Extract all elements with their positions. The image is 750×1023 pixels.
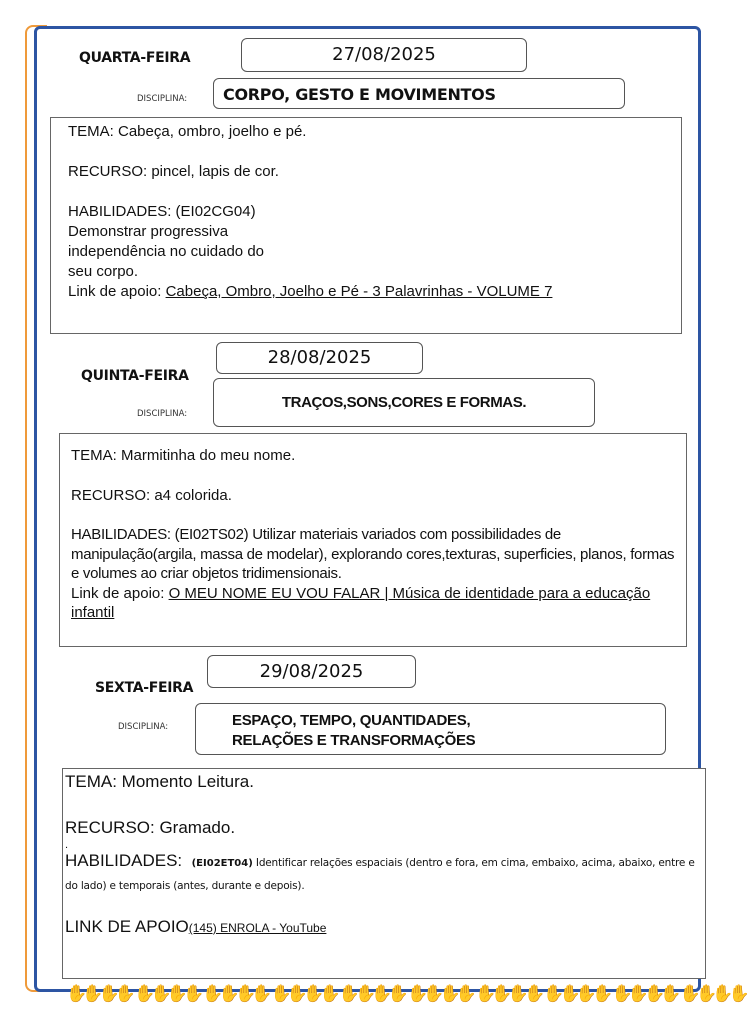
hand-icon: ✋ bbox=[387, 984, 409, 1003]
hand-icon: ✋ bbox=[338, 984, 360, 1003]
hand-icon: ✋ bbox=[251, 984, 273, 1003]
habilidades-text: Demonstrar progressiva bbox=[68, 223, 229, 240]
tema-text: TEMA: Cabeça, ombro, joelho e pé. bbox=[68, 123, 307, 140]
disciplina-line: ESPAÇO, TEMPO, QUANTIDADES, bbox=[232, 712, 471, 729]
date-field: 27/08/2025 bbox=[241, 38, 527, 72]
hand-icon: ✋ bbox=[114, 984, 137, 1003]
hand-icon: ✋ bbox=[319, 984, 341, 1003]
lesson-content-box bbox=[50, 117, 682, 334]
disciplina-label: DISCIPLINA: bbox=[137, 94, 188, 104]
support-link[interactable]: Cabeça, Ombro, Joelho e Pé - 3 Palavrinhas - VOLUME 7 bbox=[165, 283, 553, 300]
tema-text: TEMA: Marmitinha do meu nome. bbox=[71, 447, 296, 464]
hand-icon: ✋ bbox=[355, 984, 377, 1003]
recurso-text: RECURSO: Gramado. bbox=[65, 818, 236, 837]
hand-icon: ✋ bbox=[592, 984, 614, 1003]
hand-icon: ✋ bbox=[150, 984, 172, 1003]
hand-icon: ✋ bbox=[543, 984, 565, 1003]
support-link-line bbox=[71, 584, 675, 623]
hand-icon: ✋ bbox=[406, 984, 429, 1003]
hand-icon: ✋ bbox=[507, 984, 529, 1003]
disciplina-label: DISCIPLINA: bbox=[118, 722, 169, 732]
hand-icon: ✋ bbox=[644, 984, 666, 1003]
link-prefix: Link de apoio: bbox=[71, 584, 169, 602]
habilidades-text: HABILIDADES: (EI02TS02) Utilizar materiais variados com possibilidades de manipulação(argila, massa de modelar), explorando cores,texturas, superficies, planos, formas e volumes ao criar objetos tridimensionais. bbox=[71, 526, 675, 582]
hand-icon: ✋ bbox=[134, 984, 156, 1003]
support-link[interactable]: O MEU NOME EU VOU FALAR | Música de identidade para a educação infantil bbox=[71, 584, 651, 621]
link-prefix: LINK DE APOIO bbox=[65, 917, 189, 936]
support-link-line bbox=[68, 282, 664, 302]
hand-icon: ✋ bbox=[679, 984, 701, 1003]
support-link-line bbox=[65, 917, 703, 938]
hand-icon: ✋ bbox=[423, 984, 445, 1003]
hand-icon: ✋ bbox=[98, 984, 120, 1003]
weekday-label: QUINTA-FEIRA bbox=[81, 368, 189, 384]
hand-icon: ✋ bbox=[712, 984, 734, 1003]
disciplina-label: DISCIPLINA: bbox=[137, 409, 188, 419]
lesson-content-box bbox=[59, 433, 687, 647]
disciplina-field bbox=[195, 703, 666, 755]
lesson-content-box bbox=[62, 768, 706, 979]
hand-icon: ✋ bbox=[166, 984, 188, 1003]
hand-icon: ✋ bbox=[286, 984, 309, 1003]
hand-icon: ✋ bbox=[202, 984, 224, 1003]
hand-icon: ✋ bbox=[183, 984, 205, 1003]
recurso-text: RECURSO: a4 colorida. bbox=[71, 486, 232, 504]
hand-icon: ✋ bbox=[82, 984, 104, 1003]
hand-icon: ✋ bbox=[627, 984, 649, 1003]
hand-icon: ✋ bbox=[524, 984, 546, 1003]
weekday-label: SEXTA-FEIRA bbox=[95, 680, 194, 696]
hand-icon: ✋ bbox=[439, 984, 461, 1003]
habilidades-code: (EI02ET04) bbox=[191, 858, 253, 869]
disciplina-line: RELAÇÕES E TRANSFORMAÇÕES bbox=[232, 732, 476, 749]
habilidades-text: HABILIDADES: (EI02CG04) bbox=[68, 203, 256, 220]
recurso-text: RECURSO: pincel, lapis de cor. bbox=[68, 163, 279, 180]
habilidades-text: seu corpo. bbox=[68, 263, 139, 280]
hand-icon: ✋ bbox=[218, 984, 240, 1003]
tema-text: TEMA: Momento Leitura. bbox=[65, 772, 254, 791]
habilidades-text bbox=[65, 851, 703, 895]
hand-icon: ✋ bbox=[234, 984, 257, 1003]
hand-icon: ✋ bbox=[475, 984, 497, 1003]
hand-icon: ✋ bbox=[559, 984, 581, 1003]
date-field: 29/08/2025 bbox=[207, 655, 416, 688]
hand-icon: ✋ bbox=[728, 984, 750, 1003]
hand-icon: ✋ bbox=[491, 984, 513, 1003]
habilidades-text: independência no cuidado do bbox=[68, 243, 265, 260]
hand-icon: ✋ bbox=[66, 984, 88, 1003]
weekday-label: QUARTA-FEIRA bbox=[79, 50, 191, 66]
habilidades-description: Identificar relações espaciais (dentro e fora, em cima, embaixo, acima, abaixo, entre e do lado) e temporais (antes, durante e depois). bbox=[65, 857, 695, 892]
hand-icon: ✋ bbox=[575, 984, 598, 1003]
support-link[interactable]: (145) ENROLA - YouTube bbox=[188, 921, 327, 935]
disciplina-field: CORPO, GESTO E MOVIMENTOS bbox=[213, 78, 625, 109]
hand-icon: ✋ bbox=[371, 984, 393, 1003]
date-field: 28/08/2025 bbox=[216, 342, 423, 374]
hand-icon: ✋ bbox=[303, 984, 325, 1003]
dot-text: . bbox=[65, 839, 69, 851]
hands-decoration bbox=[66, 984, 748, 1004]
disciplina-field: TRAÇOS,SONS,CORES E FORMAS. bbox=[213, 378, 595, 427]
link-prefix: Link de apoio: bbox=[68, 283, 166, 300]
hand-icon: ✋ bbox=[611, 984, 633, 1003]
hand-icon: ✋ bbox=[695, 984, 718, 1003]
hand-icon: ✋ bbox=[455, 984, 477, 1003]
hand-icon: ✋ bbox=[660, 984, 682, 1003]
habilidades-label: HABILIDADES: bbox=[65, 851, 183, 870]
hand-icon: ✋ bbox=[270, 984, 292, 1003]
